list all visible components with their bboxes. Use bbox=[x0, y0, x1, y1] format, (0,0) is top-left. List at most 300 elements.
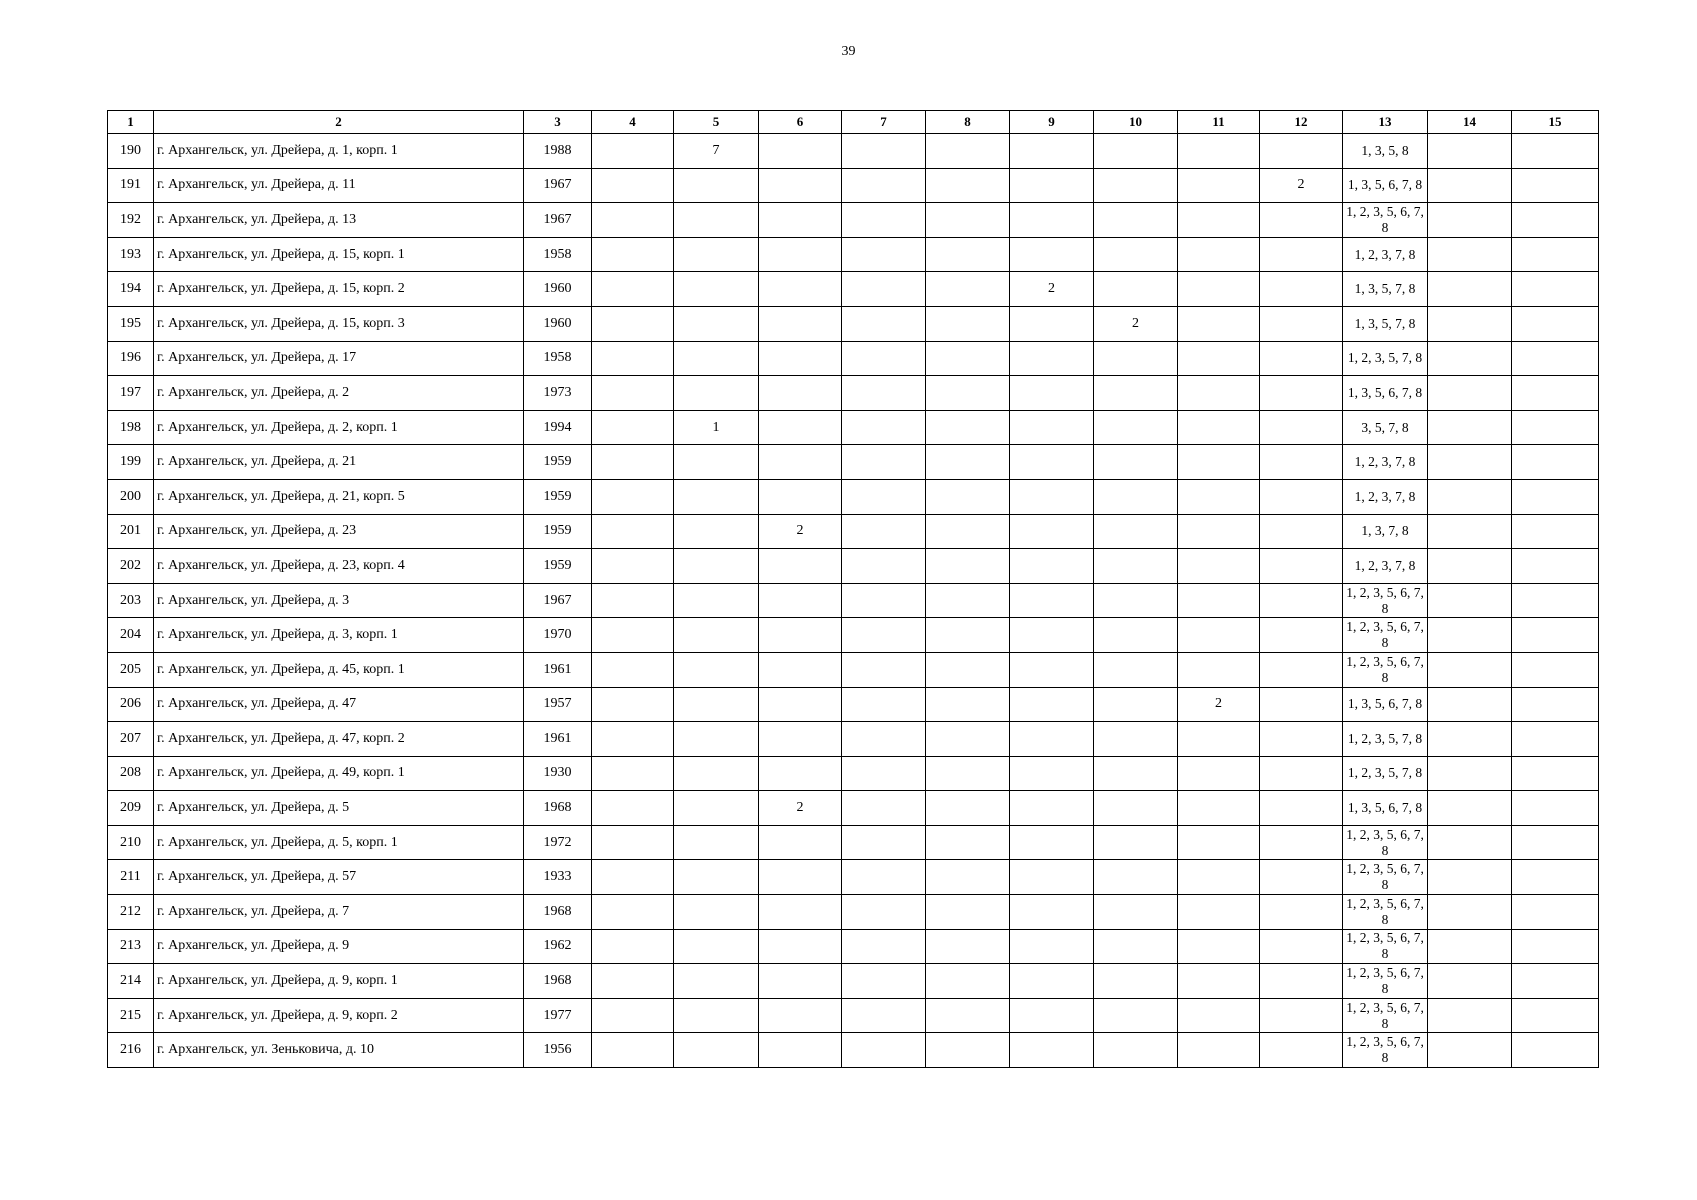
cell-col-2: г. Архангельск, ул. Дрейера, д. 2, корп. 1 bbox=[154, 410, 524, 445]
column-header-3: 3 bbox=[524, 111, 592, 134]
cell-col-10 bbox=[1094, 479, 1178, 514]
table-row bbox=[108, 618, 1599, 653]
table-row bbox=[108, 168, 1599, 203]
cell-col-7 bbox=[842, 203, 926, 238]
cell-col-13: 1, 2, 3, 5, 6, 7, 8 bbox=[1343, 203, 1428, 238]
cell-col-9 bbox=[1010, 791, 1094, 826]
cell-col-13: 1, 3, 5, 6, 7, 8 bbox=[1343, 168, 1428, 203]
cell-col-7 bbox=[842, 929, 926, 964]
cell-col-3: 1962 bbox=[524, 929, 592, 964]
cell-col-11 bbox=[1178, 618, 1260, 653]
cell-col-11 bbox=[1178, 1033, 1260, 1068]
cell-col-4 bbox=[592, 687, 674, 722]
cell-col-14 bbox=[1428, 860, 1512, 895]
cell-col-6 bbox=[759, 756, 842, 791]
cell-col-5 bbox=[674, 237, 759, 272]
cell-col-13: 1, 3, 5, 8 bbox=[1343, 134, 1428, 169]
cell-col-13: 1, 2, 3, 5, 7, 8 bbox=[1343, 722, 1428, 757]
cell-col-2: г. Архангельск, ул. Дрейера, д. 15, корп. 1 bbox=[154, 237, 524, 272]
cell-col-10 bbox=[1094, 895, 1178, 930]
column-header-7: 7 bbox=[842, 111, 926, 134]
cell-col-5 bbox=[674, 549, 759, 584]
cell-col-4 bbox=[592, 203, 674, 238]
cell-col-1: 201 bbox=[108, 514, 154, 549]
cell-col-6 bbox=[759, 1033, 842, 1068]
cell-col-11 bbox=[1178, 998, 1260, 1033]
cell-col-10: 2 bbox=[1094, 306, 1178, 341]
cell-col-15 bbox=[1512, 583, 1599, 618]
cell-col-14 bbox=[1428, 722, 1512, 757]
cell-col-6 bbox=[759, 272, 842, 307]
cell-col-11 bbox=[1178, 341, 1260, 376]
cell-col-4 bbox=[592, 1033, 674, 1068]
cell-col-9 bbox=[1010, 306, 1094, 341]
cell-col-5 bbox=[674, 652, 759, 687]
cell-col-7 bbox=[842, 168, 926, 203]
cell-col-7 bbox=[842, 687, 926, 722]
cell-col-10 bbox=[1094, 860, 1178, 895]
column-header-5: 5 bbox=[674, 111, 759, 134]
table-row bbox=[108, 272, 1599, 307]
cell-col-3: 1961 bbox=[524, 722, 592, 757]
table-row bbox=[108, 410, 1599, 445]
cell-col-3: 1959 bbox=[524, 514, 592, 549]
cell-col-5 bbox=[674, 583, 759, 618]
cell-col-9 bbox=[1010, 549, 1094, 584]
cell-col-2: г. Архангельск, ул. Дрейера, д. 7 bbox=[154, 895, 524, 930]
cell-col-4 bbox=[592, 479, 674, 514]
cell-col-6 bbox=[759, 825, 842, 860]
cell-col-4 bbox=[592, 272, 674, 307]
cell-col-5 bbox=[674, 929, 759, 964]
cell-col-8 bbox=[926, 272, 1010, 307]
cell-col-8 bbox=[926, 895, 1010, 930]
cell-col-4 bbox=[592, 306, 674, 341]
cell-col-6 bbox=[759, 237, 842, 272]
cell-col-12 bbox=[1260, 929, 1343, 964]
cell-col-8 bbox=[926, 168, 1010, 203]
cell-col-1: 216 bbox=[108, 1033, 154, 1068]
cell-col-11 bbox=[1178, 860, 1260, 895]
cell-col-2: г. Архангельск, ул. Дрейера, д. 21 bbox=[154, 445, 524, 480]
cell-col-6 bbox=[759, 929, 842, 964]
cell-col-4 bbox=[592, 929, 674, 964]
cell-col-1: 213 bbox=[108, 929, 154, 964]
cell-col-12 bbox=[1260, 306, 1343, 341]
cell-col-7 bbox=[842, 341, 926, 376]
cell-col-7 bbox=[842, 964, 926, 999]
cell-col-6 bbox=[759, 410, 842, 445]
cell-col-6 bbox=[759, 549, 842, 584]
cell-col-9 bbox=[1010, 341, 1094, 376]
table-row bbox=[108, 895, 1599, 930]
cell-col-8 bbox=[926, 998, 1010, 1033]
cell-col-10 bbox=[1094, 549, 1178, 584]
cell-col-1: 215 bbox=[108, 998, 154, 1033]
cell-col-13: 1, 2, 3, 5, 6, 7, 8 bbox=[1343, 825, 1428, 860]
cell-col-11 bbox=[1178, 237, 1260, 272]
table-row bbox=[108, 964, 1599, 999]
cell-col-6 bbox=[759, 168, 842, 203]
cell-col-1: 191 bbox=[108, 168, 154, 203]
cell-col-8 bbox=[926, 306, 1010, 341]
cell-col-13: 1, 2, 3, 5, 6, 7, 8 bbox=[1343, 652, 1428, 687]
cell-col-10 bbox=[1094, 237, 1178, 272]
cell-col-3: 1967 bbox=[524, 583, 592, 618]
cell-col-12: 2 bbox=[1260, 168, 1343, 203]
column-header-6: 6 bbox=[759, 111, 842, 134]
cell-col-2: г. Архангельск, ул. Дрейера, д. 57 bbox=[154, 860, 524, 895]
cell-col-14 bbox=[1428, 341, 1512, 376]
cell-col-3: 1958 bbox=[524, 341, 592, 376]
cell-col-15 bbox=[1512, 479, 1599, 514]
cell-col-14 bbox=[1428, 791, 1512, 826]
cell-col-1: 202 bbox=[108, 549, 154, 584]
cell-col-6 bbox=[759, 134, 842, 169]
cell-col-4 bbox=[592, 998, 674, 1033]
cell-col-9 bbox=[1010, 756, 1094, 791]
cell-col-4 bbox=[592, 722, 674, 757]
table-row bbox=[108, 825, 1599, 860]
cell-col-15 bbox=[1512, 998, 1599, 1033]
cell-col-13: 3, 5, 7, 8 bbox=[1343, 410, 1428, 445]
cell-col-10 bbox=[1094, 168, 1178, 203]
cell-col-8 bbox=[926, 410, 1010, 445]
cell-col-3: 1960 bbox=[524, 306, 592, 341]
cell-col-15 bbox=[1512, 168, 1599, 203]
cell-col-10 bbox=[1094, 203, 1178, 238]
cell-col-8 bbox=[926, 445, 1010, 480]
cell-col-10 bbox=[1094, 272, 1178, 307]
cell-col-14 bbox=[1428, 272, 1512, 307]
cell-col-2: г. Архангельск, ул. Дрейера, д. 5 bbox=[154, 791, 524, 826]
data-table bbox=[107, 110, 1599, 1068]
cell-col-4 bbox=[592, 549, 674, 584]
cell-col-13: 1, 2, 3, 7, 8 bbox=[1343, 237, 1428, 272]
cell-col-7 bbox=[842, 652, 926, 687]
cell-col-10 bbox=[1094, 998, 1178, 1033]
cell-col-15 bbox=[1512, 549, 1599, 584]
cell-col-9 bbox=[1010, 583, 1094, 618]
cell-col-2: г. Архангельск, ул. Дрейера, д. 23, корп. 4 bbox=[154, 549, 524, 584]
cell-col-12 bbox=[1260, 998, 1343, 1033]
cell-col-15 bbox=[1512, 929, 1599, 964]
column-header-15: 15 bbox=[1512, 111, 1599, 134]
cell-col-12 bbox=[1260, 410, 1343, 445]
cell-col-8 bbox=[926, 341, 1010, 376]
cell-col-5 bbox=[674, 895, 759, 930]
cell-col-3: 1970 bbox=[524, 618, 592, 653]
cell-col-1: 196 bbox=[108, 341, 154, 376]
cell-col-13: 1, 2, 3, 7, 8 bbox=[1343, 479, 1428, 514]
cell-col-12 bbox=[1260, 514, 1343, 549]
cell-col-7 bbox=[842, 376, 926, 411]
cell-col-10 bbox=[1094, 410, 1178, 445]
cell-col-9 bbox=[1010, 203, 1094, 238]
cell-col-6: 2 bbox=[759, 514, 842, 549]
cell-col-8 bbox=[926, 237, 1010, 272]
cell-col-10 bbox=[1094, 514, 1178, 549]
cell-col-7 bbox=[842, 514, 926, 549]
cell-col-15 bbox=[1512, 825, 1599, 860]
cell-col-9 bbox=[1010, 998, 1094, 1033]
cell-col-6 bbox=[759, 306, 842, 341]
cell-col-15 bbox=[1512, 376, 1599, 411]
cell-col-4 bbox=[592, 652, 674, 687]
cell-col-3: 1967 bbox=[524, 168, 592, 203]
cell-col-12 bbox=[1260, 722, 1343, 757]
cell-col-9 bbox=[1010, 964, 1094, 999]
cell-col-5 bbox=[674, 825, 759, 860]
table-row bbox=[108, 756, 1599, 791]
cell-col-2: г. Архангельск, ул. Дрейера, д. 9 bbox=[154, 929, 524, 964]
column-header-12: 12 bbox=[1260, 111, 1343, 134]
cell-col-12 bbox=[1260, 756, 1343, 791]
cell-col-6 bbox=[759, 860, 842, 895]
cell-col-15 bbox=[1512, 722, 1599, 757]
cell-col-14 bbox=[1428, 168, 1512, 203]
cell-col-15 bbox=[1512, 964, 1599, 999]
cell-col-3: 1961 bbox=[524, 652, 592, 687]
cell-col-1: 206 bbox=[108, 687, 154, 722]
cell-col-7 bbox=[842, 895, 926, 930]
cell-col-1: 208 bbox=[108, 756, 154, 791]
table-row bbox=[108, 134, 1599, 169]
cell-col-3: 1930 bbox=[524, 756, 592, 791]
cell-col-5: 1 bbox=[674, 410, 759, 445]
cell-col-4 bbox=[592, 756, 674, 791]
cell-col-15 bbox=[1512, 134, 1599, 169]
cell-col-11 bbox=[1178, 652, 1260, 687]
cell-col-14 bbox=[1428, 583, 1512, 618]
cell-col-14 bbox=[1428, 479, 1512, 514]
cell-col-4 bbox=[592, 341, 674, 376]
cell-col-2: г. Архангельск, ул. Дрейера, д. 15, корп. 2 bbox=[154, 272, 524, 307]
cell-col-6 bbox=[759, 376, 842, 411]
cell-col-5 bbox=[674, 306, 759, 341]
cell-col-9 bbox=[1010, 376, 1094, 411]
cell-col-13: 1, 2, 3, 5, 7, 8 bbox=[1343, 756, 1428, 791]
cell-col-5 bbox=[674, 618, 759, 653]
cell-col-11 bbox=[1178, 549, 1260, 584]
cell-col-3: 1959 bbox=[524, 445, 592, 480]
column-header-2: 2 bbox=[154, 111, 524, 134]
cell-col-11 bbox=[1178, 203, 1260, 238]
cell-col-15 bbox=[1512, 687, 1599, 722]
cell-col-7 bbox=[842, 583, 926, 618]
cell-col-8 bbox=[926, 583, 1010, 618]
cell-col-13: 1, 3, 5, 6, 7, 8 bbox=[1343, 687, 1428, 722]
column-header-11: 11 bbox=[1178, 111, 1260, 134]
cell-col-12 bbox=[1260, 1033, 1343, 1068]
cell-col-4 bbox=[592, 376, 674, 411]
cell-col-9 bbox=[1010, 479, 1094, 514]
cell-col-13: 1, 2, 3, 5, 6, 7, 8 bbox=[1343, 964, 1428, 999]
cell-col-5 bbox=[674, 722, 759, 757]
cell-col-7 bbox=[842, 445, 926, 480]
cell-col-10 bbox=[1094, 722, 1178, 757]
cell-col-15 bbox=[1512, 272, 1599, 307]
cell-col-3: 1973 bbox=[524, 376, 592, 411]
cell-col-6 bbox=[759, 341, 842, 376]
cell-col-5 bbox=[674, 168, 759, 203]
cell-col-7 bbox=[842, 722, 926, 757]
cell-col-5 bbox=[674, 860, 759, 895]
cell-col-5 bbox=[674, 998, 759, 1033]
cell-col-4 bbox=[592, 964, 674, 999]
table-row bbox=[108, 860, 1599, 895]
cell-col-11 bbox=[1178, 722, 1260, 757]
cell-col-8 bbox=[926, 756, 1010, 791]
table-row bbox=[108, 791, 1599, 826]
cell-col-1: 212 bbox=[108, 895, 154, 930]
cell-col-7 bbox=[842, 134, 926, 169]
cell-col-2: г. Архангельск, ул. Дрейера, д. 2 bbox=[154, 376, 524, 411]
cell-col-3: 1959 bbox=[524, 479, 592, 514]
cell-col-8 bbox=[926, 514, 1010, 549]
cell-col-2: г. Архангельск, ул. Дрейера, д. 5, корп. 1 bbox=[154, 825, 524, 860]
cell-col-1: 203 bbox=[108, 583, 154, 618]
cell-col-2: г. Архангельск, ул. Дрейера, д. 45, корп. 1 bbox=[154, 652, 524, 687]
cell-col-9 bbox=[1010, 860, 1094, 895]
cell-col-11 bbox=[1178, 964, 1260, 999]
cell-col-2: г. Архангельск, ул. Дрейера, д. 15, корп. 3 bbox=[154, 306, 524, 341]
cell-col-1: 194 bbox=[108, 272, 154, 307]
cell-col-3: 1968 bbox=[524, 895, 592, 930]
cell-col-3: 1988 bbox=[524, 134, 592, 169]
cell-col-6 bbox=[759, 479, 842, 514]
cell-col-6 bbox=[759, 652, 842, 687]
cell-col-1: 214 bbox=[108, 964, 154, 999]
cell-col-15 bbox=[1512, 618, 1599, 653]
table-row bbox=[108, 445, 1599, 480]
cell-col-13: 1, 3, 5, 7, 8 bbox=[1343, 272, 1428, 307]
cell-col-2: г. Архангельск, ул. Дрейера, д. 21, корп. 5 bbox=[154, 479, 524, 514]
cell-col-10 bbox=[1094, 964, 1178, 999]
cell-col-12 bbox=[1260, 445, 1343, 480]
cell-col-10 bbox=[1094, 825, 1178, 860]
cell-col-8 bbox=[926, 860, 1010, 895]
cell-col-15 bbox=[1512, 341, 1599, 376]
cell-col-15 bbox=[1512, 445, 1599, 480]
cell-col-8 bbox=[926, 134, 1010, 169]
cell-col-11 bbox=[1178, 791, 1260, 826]
cell-col-3: 1968 bbox=[524, 791, 592, 826]
cell-col-14 bbox=[1428, 203, 1512, 238]
cell-col-13: 1, 2, 3, 5, 6, 7, 8 bbox=[1343, 929, 1428, 964]
cell-col-12 bbox=[1260, 825, 1343, 860]
table-row bbox=[108, 203, 1599, 238]
cell-col-5: 7 bbox=[674, 134, 759, 169]
cell-col-12 bbox=[1260, 479, 1343, 514]
cell-col-11 bbox=[1178, 895, 1260, 930]
cell-col-1: 192 bbox=[108, 203, 154, 238]
table-row bbox=[108, 237, 1599, 272]
cell-col-4 bbox=[592, 410, 674, 445]
cell-col-5 bbox=[674, 203, 759, 238]
table-header-row bbox=[108, 111, 1599, 134]
cell-col-3: 1959 bbox=[524, 549, 592, 584]
table-row bbox=[108, 306, 1599, 341]
table-body bbox=[108, 134, 1599, 1068]
cell-col-14 bbox=[1428, 929, 1512, 964]
cell-col-2: г. Архангельск, ул. Дрейера, д. 47 bbox=[154, 687, 524, 722]
cell-col-12 bbox=[1260, 272, 1343, 307]
cell-col-6 bbox=[759, 895, 842, 930]
cell-col-4 bbox=[592, 825, 674, 860]
cell-col-15 bbox=[1512, 791, 1599, 826]
cell-col-1: 205 bbox=[108, 652, 154, 687]
cell-col-9 bbox=[1010, 134, 1094, 169]
cell-col-12 bbox=[1260, 964, 1343, 999]
cell-col-7 bbox=[842, 479, 926, 514]
cell-col-8 bbox=[926, 549, 1010, 584]
table-row bbox=[108, 998, 1599, 1033]
cell-col-1: 197 bbox=[108, 376, 154, 411]
cell-col-5 bbox=[674, 687, 759, 722]
cell-col-4 bbox=[592, 514, 674, 549]
cell-col-5 bbox=[674, 514, 759, 549]
cell-col-11 bbox=[1178, 445, 1260, 480]
cell-col-1: 210 bbox=[108, 825, 154, 860]
cell-col-1: 193 bbox=[108, 237, 154, 272]
cell-col-5 bbox=[674, 1033, 759, 1068]
cell-col-11 bbox=[1178, 583, 1260, 618]
table-row bbox=[108, 583, 1599, 618]
cell-col-11 bbox=[1178, 168, 1260, 203]
cell-col-15 bbox=[1512, 410, 1599, 445]
cell-col-14 bbox=[1428, 1033, 1512, 1068]
table-row bbox=[108, 722, 1599, 757]
cell-col-4 bbox=[592, 583, 674, 618]
cell-col-11 bbox=[1178, 514, 1260, 549]
cell-col-14 bbox=[1428, 445, 1512, 480]
cell-col-14 bbox=[1428, 237, 1512, 272]
cell-col-1: 204 bbox=[108, 618, 154, 653]
cell-col-11 bbox=[1178, 929, 1260, 964]
cell-col-7 bbox=[842, 237, 926, 272]
column-header-10: 10 bbox=[1094, 111, 1178, 134]
cell-col-12 bbox=[1260, 895, 1343, 930]
cell-col-10 bbox=[1094, 756, 1178, 791]
cell-col-12 bbox=[1260, 687, 1343, 722]
cell-col-10 bbox=[1094, 445, 1178, 480]
cell-col-10 bbox=[1094, 618, 1178, 653]
cell-col-3: 1958 bbox=[524, 237, 592, 272]
cell-col-3: 1967 bbox=[524, 203, 592, 238]
cell-col-15 bbox=[1512, 756, 1599, 791]
cell-col-9 bbox=[1010, 237, 1094, 272]
cell-col-5 bbox=[674, 376, 759, 411]
cell-col-14 bbox=[1428, 514, 1512, 549]
cell-col-14 bbox=[1428, 306, 1512, 341]
cell-col-1: 209 bbox=[108, 791, 154, 826]
cell-col-9 bbox=[1010, 445, 1094, 480]
cell-col-12 bbox=[1260, 791, 1343, 826]
cell-col-4 bbox=[592, 791, 674, 826]
cell-col-14 bbox=[1428, 376, 1512, 411]
cell-col-12 bbox=[1260, 618, 1343, 653]
cell-col-15 bbox=[1512, 306, 1599, 341]
cell-col-1: 198 bbox=[108, 410, 154, 445]
cell-col-7 bbox=[842, 860, 926, 895]
cell-col-7 bbox=[842, 756, 926, 791]
cell-col-14 bbox=[1428, 134, 1512, 169]
cell-col-7 bbox=[842, 306, 926, 341]
cell-col-6 bbox=[759, 998, 842, 1033]
cell-col-12 bbox=[1260, 549, 1343, 584]
cell-col-4 bbox=[592, 860, 674, 895]
